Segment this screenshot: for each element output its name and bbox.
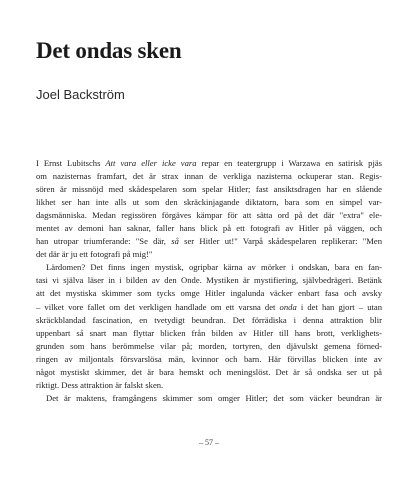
text-span: sören är missnöjd med skådespelaren som spelar Hitler; fast ansiktsdragen har en slående <box>36 184 382 195</box>
text-span: han utropar triumferande: "Se där, <box>36 236 172 247</box>
text-span: Lärdomen? Det finns ingen mystisk, ogripbar kärna av mörker i ondskan, bara en fan- <box>46 262 382 273</box>
text-span: att det mystiska skimmer som tycks omge Hitler ingalunda väcker enbart fasa och avsky <box>36 288 382 299</box>
text-span: ringen av miljontals försvarslösa män, kvinnor och barn. Här förvillas blicken inte av <box>36 353 382 364</box>
author-name: Joel Backström <box>36 87 125 102</box>
text-span: riktigt. Dess attraktion är falskt sken. <box>36 379 164 390</box>
italic-text: Att vara eller icke vara <box>105 158 197 168</box>
text-line <box>36 366 382 379</box>
text-span: tasi vi själva läser in i bilden av den Onde. Mystiken är mystifiering, självbedrägeri. Betänk <box>36 275 382 286</box>
text-line <box>36 353 382 366</box>
text-span: repar en teatergrupp i Warzawa en satirisk pjäs <box>196 158 382 168</box>
text-span: dagsmänniska. Medan regissören förgäves kämpar för att sätta ord på det där "extra" ele- <box>36 210 382 221</box>
text-line <box>36 340 382 353</box>
text-line <box>36 248 382 261</box>
text-span: skräckblandad fascination, en tvetydigt beundran. Det förrädiska i denna attraktion blir <box>36 314 382 325</box>
chapter-title: Det ondas sken <box>36 38 182 63</box>
text-line <box>36 222 382 235</box>
text-line <box>36 274 382 287</box>
text-span: I Ernst Lubitschs <box>36 158 106 168</box>
text-span: mentet av demoni han saknar, faller hans blick på ett fotografi av Hitler på väggen, och <box>36 223 382 234</box>
text-line <box>36 170 382 183</box>
text-span: likhet ser han inte alls ut som den skräckinjagande diktatorn, bara som en simpel var- <box>36 197 382 208</box>
text-line <box>36 261 382 274</box>
italic-text: så <box>171 236 179 247</box>
text-span: om nazisternas framfart, det är strax innan de verkliga nazisterna ockuperar stan. Regis- <box>36 171 382 182</box>
text-line <box>36 183 382 196</box>
text-line <box>36 392 382 405</box>
text-line <box>36 235 382 248</box>
text-line <box>36 327 382 340</box>
text-line <box>36 209 382 222</box>
text-span: något mystiskt skimmer, det är bara hemskt och meningslöst. Det är så ondska ser ut på <box>36 366 382 377</box>
page-number: – 57 – <box>199 438 219 447</box>
text-span: Det är maktens, framgångens skimmer som omger Hitler; det som väcker beundran är <box>46 392 382 403</box>
text-span: det där är ju ett fotografi på mig!" <box>36 249 153 260</box>
text-line <box>36 196 382 209</box>
text-line <box>36 301 382 314</box>
body-text <box>36 157 382 405</box>
text-span: grunden som hans berömmelse vilar på; morden, tortyren, den djävulskt gemena förned- <box>36 340 382 351</box>
text-span: – vilket vore fallet om det verkligen handlade om ett varsna det <box>36 301 280 312</box>
text-span: uppenbart så snart man flyttar blicken från bilden av Hitler till hans brott, verklighets- <box>36 327 382 338</box>
text-line <box>36 157 382 170</box>
italic-text: onda <box>279 301 297 312</box>
text-line <box>36 314 382 327</box>
text-line <box>36 379 382 392</box>
text-span: i det han gjort – utan <box>296 301 382 312</box>
text-span: ser Hitler ut!" Varpå skådespelaren replikerar: "Men <box>178 236 382 247</box>
text-line <box>36 287 382 300</box>
